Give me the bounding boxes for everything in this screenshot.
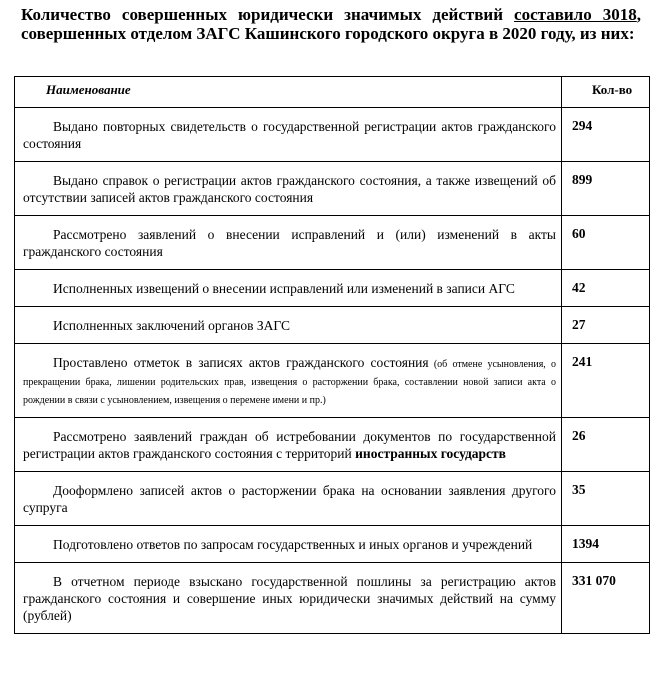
table-row [15, 108, 650, 162]
row-qty: 1394 [562, 526, 650, 563]
row-qty: 241 [562, 344, 650, 418]
row-qty: 27 [562, 307, 650, 344]
row-qty: 42 [562, 270, 650, 307]
table-row [15, 344, 650, 418]
table-row [15, 307, 650, 344]
row-name: Рассмотрено заявлений о внесении исправлений и (или) изменений в акты гражданского состояния [23, 227, 556, 259]
row-name: В отчетном периоде взыскано государственной пошлины за регистрацию актов гражданского состояния и совершение иных юридически значимых действий на сумму (рублей) [23, 574, 556, 623]
heading-total-underlined: составило 3018 [514, 5, 637, 24]
row-qty: 35 [562, 472, 650, 526]
header-qty: Кол-во [562, 77, 650, 108]
table-row [15, 472, 650, 526]
table-row [15, 418, 650, 472]
row-name-bold: иностранных государств [355, 446, 506, 461]
row-name: Дооформлено записей актов о расторжении брака на основании заявления другого супруга [23, 483, 556, 515]
row-name: Рассмотрено заявлений граждан об истребовании документов по государственной регистрации актов гражданского состояния с территорий [23, 429, 556, 461]
table-row [15, 270, 650, 307]
row-qty: 26 [562, 418, 650, 472]
table-row [15, 216, 650, 270]
row-name: Проставлено отметок в записях актов гражданского состояния [53, 355, 429, 370]
heading-text-part2: , совершенных отделом ЗАГС Кашинского городского округа в 2020 году, из них: [21, 5, 641, 43]
table-row [15, 162, 650, 216]
row-note: (об отмене усыновления, о прекращении брака, лишении родительских прав, извещения о расторжении брака, составлении новой записи акта о рождении в связи с усыновлением, извещения о перемене имени и пр.) [23, 359, 556, 406]
table-header-row [15, 77, 650, 108]
table-row [15, 526, 650, 563]
row-qty: 331 070 [562, 563, 650, 634]
row-qty: 899 [562, 162, 650, 216]
actions-table [14, 76, 650, 634]
heading-text-part1: Количество совершенных юридически значимых действий [21, 5, 515, 24]
header-name: Наименование [15, 77, 562, 108]
row-qty: 60 [562, 216, 650, 270]
row-name: Выдано справок о регистрации актов гражданского состояния, а также извещений об отсутствии записей актов гражданского состояния [23, 173, 556, 205]
row-name: Подготовлено ответов по запросам государственных и иных органов и учреждений [53, 537, 533, 552]
row-name: Исполненных заключений органов ЗАГС [53, 318, 291, 333]
row-name: Выдано повторных свидетельств о государственной регистрации актов гражданского состояния [23, 119, 556, 151]
table-row [15, 563, 650, 634]
row-name: Исполненных извещений о внесении исправлений или изменений в записи АГС [53, 281, 515, 296]
heading-paragraph [21, 5, 641, 43]
row-qty: 294 [562, 108, 650, 162]
